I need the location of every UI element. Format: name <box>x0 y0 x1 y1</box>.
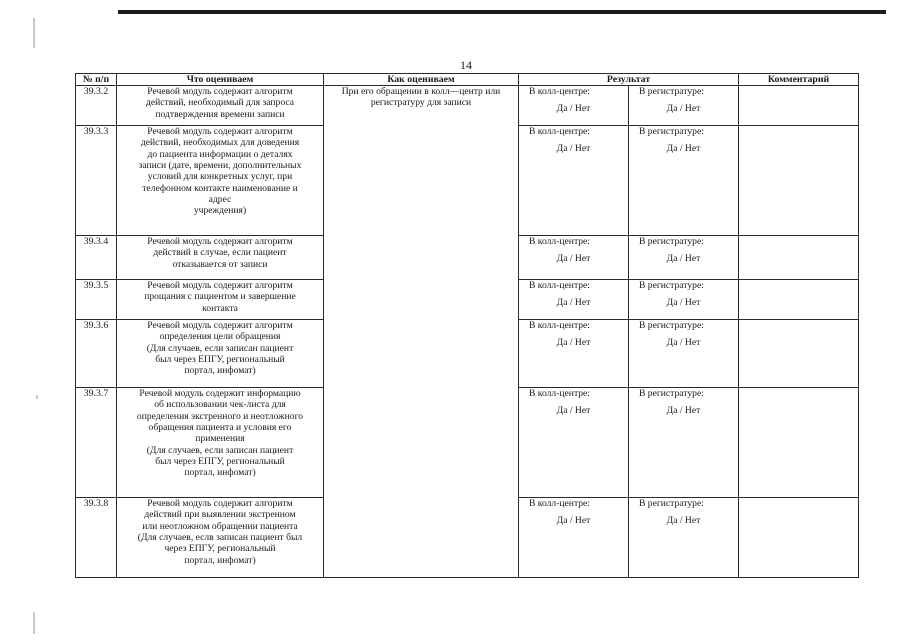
criterion-line: телефонном контакте наименование и <box>142 182 298 194</box>
method-text: При его обращении в колл—центр или регистратуру для записи <box>324 86 519 578</box>
yes-no-answer: Да / Нет <box>666 405 701 417</box>
header-row <box>76 74 859 86</box>
comment-cell <box>739 320 859 388</box>
comment-cell <box>739 126 859 236</box>
criterion-line: (Для случаев, если записан пациент <box>146 444 294 456</box>
yes-no-answer: Да / Нет <box>556 253 591 265</box>
criterion-line: обращения пациента и условия его <box>148 421 292 433</box>
yes-no-answer: Да / Нет <box>666 143 701 155</box>
criterion-text <box>117 126 324 236</box>
header-how: Как оцениваем <box>324 74 519 86</box>
criterion-line: записи (дате, времени, дополнительных <box>138 159 302 171</box>
result-call-center-label: В колл-центре: <box>529 498 590 509</box>
criterion-line: портал, инфомат) <box>184 554 256 566</box>
result-call-center <box>519 388 629 498</box>
result-registry-label: В регистратуре: <box>639 126 704 137</box>
comment-cell <box>739 498 859 578</box>
result-registry-label: В регистратуре: <box>639 320 704 331</box>
criterion-line: или неотложном обращении пациента <box>142 520 298 532</box>
table-row <box>76 86 859 126</box>
result-registry <box>629 236 739 280</box>
assessment-table <box>75 73 859 578</box>
result-call-center-label: В колл-центре: <box>529 126 590 137</box>
criterion-line: через ЕПГУ, региональный <box>164 543 276 555</box>
result-registry <box>629 498 739 578</box>
result-call-center-label: В колл-центре: <box>529 320 590 331</box>
row-number: 39.3.4 <box>76 236 117 280</box>
yes-no-answer: Да / Нет <box>556 297 591 309</box>
scan-mark <box>33 612 35 634</box>
scan-mark <box>36 395 38 399</box>
criterion-line: портал, инфомат) <box>184 365 256 377</box>
criterion-line: учреждения) <box>193 205 247 217</box>
result-registry <box>629 126 739 236</box>
criterion-line: определения экстренного и неотложного <box>136 410 304 422</box>
criterion-line: Речевой модуль содержит алгоритм <box>147 86 293 97</box>
comment-cell <box>739 86 859 126</box>
criterion-text <box>117 280 324 320</box>
criterion-line: условий для конкретных услуг, при <box>147 171 293 183</box>
page-number: 14 <box>460 58 472 72</box>
criterion-line: (Для случаев, еслв записан пациент был <box>137 531 303 543</box>
result-call-center-label: В колл-центре: <box>529 388 590 399</box>
top-rule <box>118 10 886 14</box>
criterion-line: Речевой модуль содержит алгоритм <box>147 126 293 137</box>
result-call-center <box>519 320 629 388</box>
yes-no-answer: Да / Нет <box>556 405 591 417</box>
criterion-text <box>117 236 324 280</box>
criterion-line: определения цели обращения <box>159 331 281 343</box>
result-call-center <box>519 236 629 280</box>
criterion-line: адрес <box>208 193 232 205</box>
comment-cell <box>739 388 859 498</box>
criterion-line: действий при выявлении экстренном <box>144 509 296 521</box>
criterion-text <box>117 320 324 388</box>
criterion-line: отказывается от записи <box>172 258 268 270</box>
comment-cell <box>739 280 859 320</box>
result-registry <box>629 388 739 498</box>
result-registry <box>629 280 739 320</box>
yes-no-answer: Да / Нет <box>666 297 701 309</box>
result-registry-label: В регистратуре: <box>639 498 704 509</box>
result-call-center-label: В колл-центре: <box>529 86 590 97</box>
comment-cell <box>739 236 859 280</box>
header-comment: Комментарий <box>739 74 859 86</box>
criterion-line: подтверждения времени записи <box>155 108 285 120</box>
criterion-line: прощания с пациентом и завершение <box>144 291 296 303</box>
criterion-line: был через ЕПГУ, региональный <box>155 455 285 467</box>
row-number: 39.3.6 <box>76 320 117 388</box>
criterion-line: был через ЕПГУ, региональный <box>155 353 285 365</box>
row-number: 39.3.5 <box>76 280 117 320</box>
yes-no-answer: Да / Нет <box>556 143 591 155</box>
row-number: 39.3.3 <box>76 126 117 236</box>
yes-no-answer: Да / Нет <box>666 253 701 265</box>
yes-no-answer: Да / Нет <box>556 103 591 115</box>
yes-no-answer: Да / Нет <box>556 515 591 527</box>
result-call-center <box>519 86 629 126</box>
result-call-center <box>519 126 629 236</box>
header-num: № п/п <box>76 74 117 86</box>
yes-no-answer: Да / Нет <box>666 515 701 527</box>
row-number: 39.3.7 <box>76 388 117 498</box>
criterion-line: об использовании чек-листа для <box>154 399 286 411</box>
criterion-line: Речевой модуль содержит алгоритм <box>147 236 293 247</box>
header-what: Что оцениваем <box>117 74 324 86</box>
criterion-line: до пациента информации о деталях <box>147 148 293 160</box>
result-registry-label: В регистратуре: <box>639 86 704 97</box>
criterion-line: Речевой модуль содержит алгоритм <box>147 280 293 291</box>
criterion-line: контакта <box>202 302 238 314</box>
criterion-line: Речевой модуль содержит информацию <box>139 388 301 399</box>
result-registry-label: В регистратуре: <box>639 280 704 291</box>
result-registry <box>629 86 739 126</box>
header-result: Результат <box>519 74 739 86</box>
result-call-center-label: В колл-центре: <box>529 280 590 291</box>
result-registry-label: В регистратуре: <box>639 388 704 399</box>
result-call-center <box>519 498 629 578</box>
yes-no-answer: Да / Нет <box>666 103 701 115</box>
criterion-line: Речевой модуль содержит алгоритм <box>147 320 293 331</box>
criterion-text <box>117 388 324 498</box>
criterion-text <box>117 86 324 126</box>
scan-mark <box>33 18 35 48</box>
criterion-text <box>117 498 324 578</box>
result-registry <box>629 320 739 388</box>
result-call-center-label: В колл-центре: <box>529 236 590 247</box>
row-number: 39.3.2 <box>76 86 117 126</box>
criterion-line: применения <box>195 433 245 445</box>
row-number: 39.3.8 <box>76 498 117 578</box>
criterion-line: действий, необходимых для доведения <box>140 137 300 149</box>
criterion-line: действий, необходимый для запроса <box>145 97 295 109</box>
yes-no-answer: Да / Нет <box>666 337 701 349</box>
criterion-line: Речевой модуль содержит алгоритм <box>147 498 293 509</box>
result-registry-label: В регистратуре: <box>639 236 704 247</box>
yes-no-answer: Да / Нет <box>556 337 591 349</box>
criterion-line: (Для случаев, если записан пациент <box>146 342 294 354</box>
criterion-line: действий в случае, если пациент <box>153 247 287 259</box>
result-call-center <box>519 280 629 320</box>
criterion-line: портал, инфомат) <box>184 467 256 479</box>
